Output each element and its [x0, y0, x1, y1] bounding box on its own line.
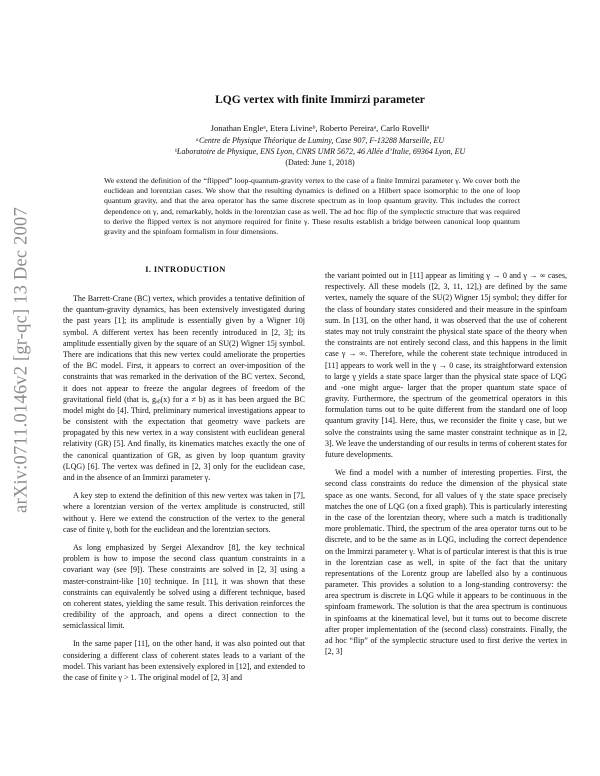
- arxiv-identifier-text: arXiv:0711.0146v2 [gr-qc] 13 Dec 2007: [11, 207, 32, 513]
- paragraph: The Barrett-Crane (BC) vertex, which provides a tentative definition of the quantum-gravity dynamics, has been extensively investigated during the past years [1]; its amplitude is essentially given by a Wigner 10j symbol. A different vertex has been recently introduced in [2, 3]; its amplitude essentially given by the square of an SU(2) Wigner 15j symbol. There are indications that this new vertex could ameliorate the properties of the BC model. First, it appears to correct an over-imposition of the constraints that was remarked in the derivation of the BC vertex. Second, it does not appear to freeze the angular degrees of freedom of the gravitational field (that is, gₐᵦ(x) for a ≠ b) as it has been argued the BC model might do [4]. Third, preliminary numerical investigations appear to be consistent with the expectation that geometry wave packets are propagated by this new vertex in a way consistent with euclidean general relativity (GR) [5]. And finally, its kinematics matches exactly the one of the canonical quantization of GR, as given by loop quantum gravity (LQG) [6]. The vertex was defined in [2, 3] only for the euclidean case, and in the absence of an Immirzi parameter γ.: [63, 294, 305, 482]
- paper-title: LQG vertex with finite Immirzi parameter: [215, 94, 425, 106]
- right-column: [325, 270, 567, 657]
- paragraph: As long emphasized by Sergei Alexandrov [8], the key technical problem is how to impose the second class quantum constraints in a covariant way (see [9]). These constraints are solved in [2, 3] using a master-constraint-like [10] technique. In [11], it was shown that these constraints can equivalently be solved using a different technique, based on coherent states, yielding the same result. This derivation reinforces the credibility of the approach, and opens a direct connection to the semiclassical limit.: [63, 542, 305, 631]
- affiliation-2: ᵇLaboratoire de Physique, ENS Lyon, CNRS UMR 5672, 46 Allée d’Italie, 69364 Lyon, EU: [174, 147, 466, 156]
- author-list: Jonathan Engleᵃ, Etera Livineᵇ, Roberto Pereiraᵃ, Carlo Rovelliᵃ: [210, 123, 430, 133]
- affiliation-1: ᵃCentre de Physique Théorique de Luminy, Case 907, F-13288 Marseille, EU: [195, 136, 445, 145]
- paragraph: A key step to extend the definition of this new vertex was taken in [7], where a lorentzian version of the vertex amplitude is constructed, still without γ. Here we extend the construction of the vertex to the general case of finite γ, both for the euclidean and the lorentzian sectors.: [63, 491, 305, 534]
- section-heading-introduction: I. INTRODUCTION: [145, 265, 226, 274]
- abstract: We extend the definition of the “flipped” loop-quantum-gravity vertex to the case of a finite Immirzi parameter γ. We cover both the euclidean and lorentzian cases. We show that the resulting dynamics is defined on a Hilbert space isomorphic to the one of loop quantum gravity, and that the area operator has the same discrete spectrum as in loop quantum gravity. This includes the correct dependence on γ, and, remarkably, holds in the lorentzian case as well. The ad hoc flip of the symplectic structure that was required to derive the flipped vertex is not anymore required for finite γ. These results establish a bridge between canonical loop quantum gravity and the spinfoam formalism in four dimensions.: [104, 176, 520, 237]
- left-column: [63, 293, 305, 683]
- paragraph: In the same paper [11], on the other hand, it was also pointed out that considering a different class of coherent states leads to a variant of the model. This variant has been extensively explored in [12], and extended to the case of finite γ > 1. The original model of [2, 3] and: [63, 639, 305, 682]
- date-line: (Dated: June 1, 2018): [285, 158, 355, 167]
- paragraph: We find a model with a number of interesting properties. First, the second class constraints do reduce the dimension of the physical state space as one wants. Second, for all values of γ the state space precisely matches the one of LQG (on a fixed graph). This is particularly interesting in the case of the lorentzian theory, where such a match is traditionally more problematic. Third, the spectrum of the area operator turns out to be discrete, and to be the same as in LQG, including the correct dependence on the Immirzi parameter γ. What is of particular interest is that this is true in the lorentzian case as well, in spite of the fact that the unitary representations of the Lorentz group are labelled also by a continuous parameter. This provides a solution to a long-standing controversy: the area spectrum is discrete in LQG while it appears to be continuous in the spinfoam framework. The solution is that the area spectrum is continuous in spinfoams at the kinematical level, but it turns out to become discrete after proper implementation of the (second class) constraints. Finally, the ad hoc “flip” of the symplectic structure used to first derive the vertex in [2, 3]: [325, 468, 567, 657]
- paragraph: the variant pointed out in [11] appear as limiting γ → 0 and γ → ∞ cases, respectively. All these models ([2, 3, 11, 12],) are defined by the same vertex, namely the square of the SU(2) Wigner 15j symbol; they differ for the class of boundary states considered and their measure in the spinfoam sum. In [13], on the other hand, it was observed that the use of coherent states may not truly constraint the physical state space of the theory when the constraints are not entirely second class, and this happens in the limit case γ → ∞. Therefore, while the coherent state technique introduced in [11] appears to work well in the γ → 0 case, its straightforward extension to large γ yields a state space larger than the physical state space of LQG and -one might argue- larger that the proper quantum state space of gravity. Furthermore, the spectrum of the geometrical operators in this formulation turns out to be quite different from the standard one of loop quantum gravity [14]. Here, thus, we reconsider the finite γ case, but we solve the constraints using the same master constraint technique as in [2, 3]. We leave the understanding of our results in terms of coherent states for future developments.: [325, 271, 567, 459]
- arxiv-identifier-stamp: [8, 160, 36, 560]
